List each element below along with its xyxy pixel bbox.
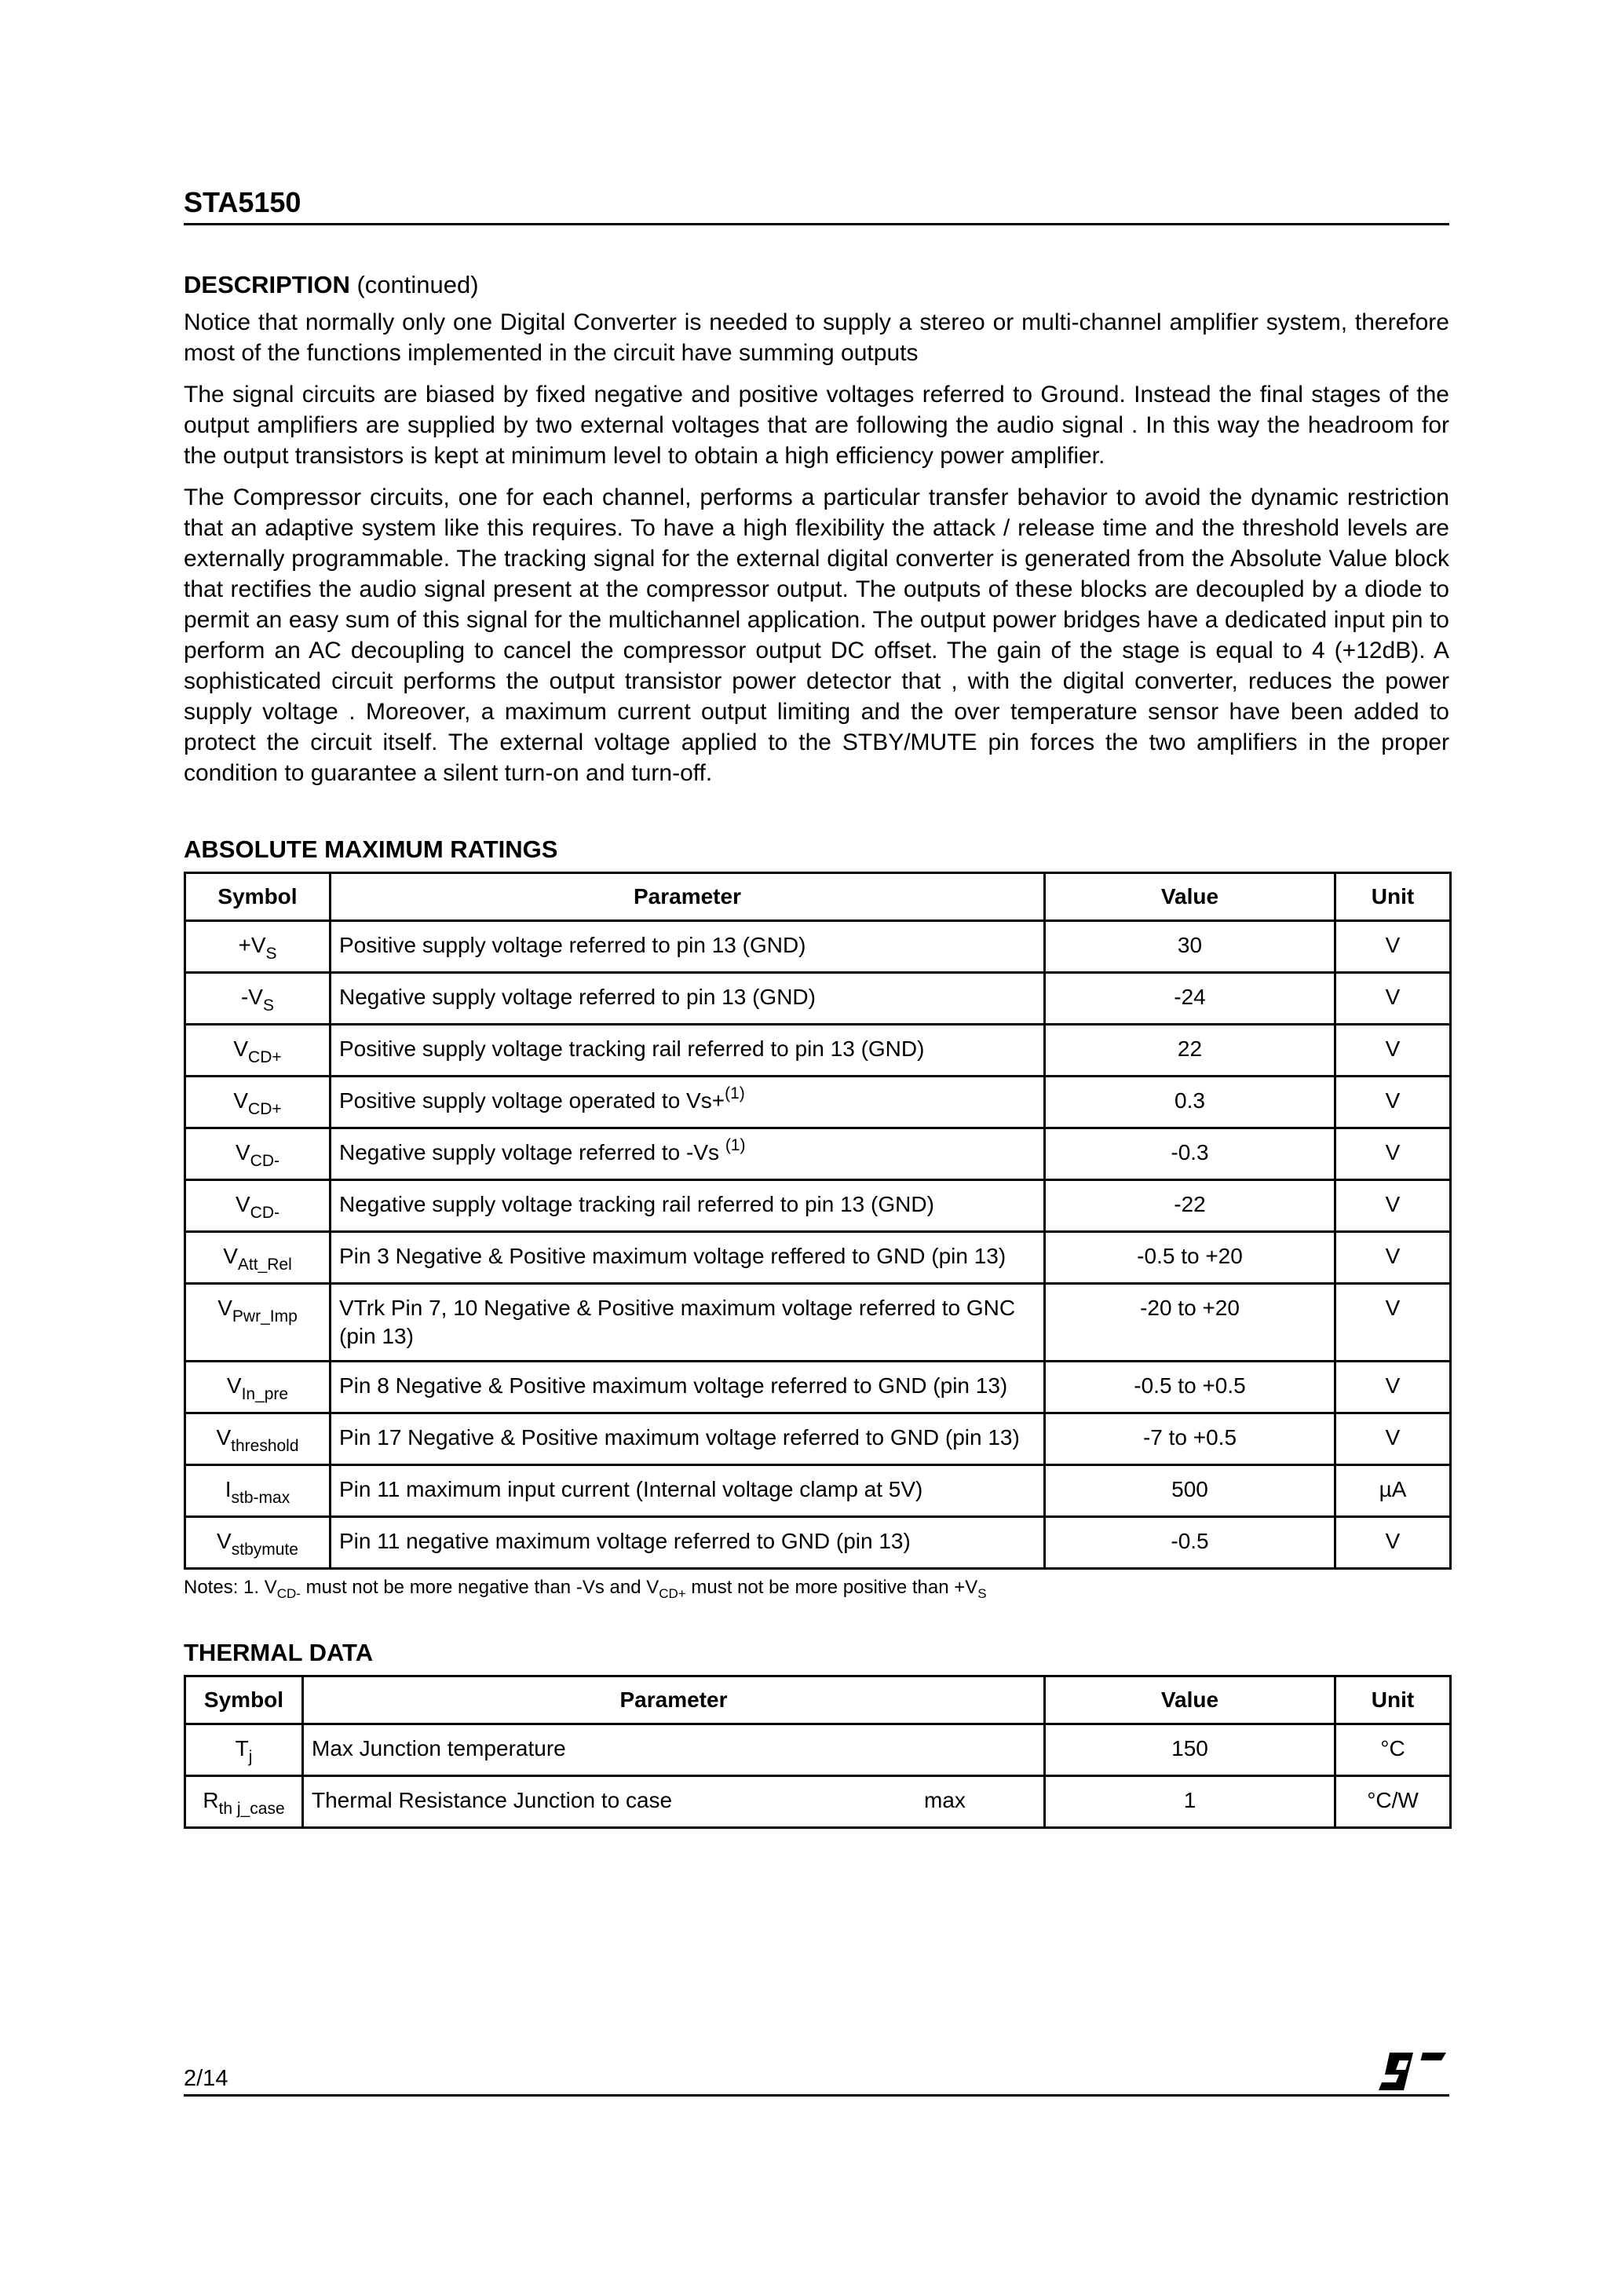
symbol-subscript: S	[265, 945, 277, 963]
table-row	[185, 1465, 1451, 1517]
value-cell: 0.3	[1045, 1077, 1335, 1128]
column-header-parameter: Parameter	[331, 873, 1045, 921]
column-header-unit: Unit	[1335, 1676, 1451, 1724]
column-header-value: Value	[1045, 873, 1335, 921]
symbol-cell	[185, 973, 331, 1025]
parameter-cell	[331, 1077, 1045, 1128]
symbol-cell	[185, 1776, 303, 1828]
value-cell: 150	[1045, 1724, 1335, 1776]
unit-cell: V	[1335, 1077, 1451, 1128]
table-row	[185, 921, 1451, 973]
parameter-text: Negative supply voltage referred to -Vs	[339, 1140, 725, 1164]
description-heading-text: DESCRIPTION	[184, 271, 350, 298]
parameter-text: Positive supply voltage referred to pin 13 (GND)	[339, 933, 806, 957]
symbol-base: -V	[240, 985, 263, 1009]
parameter-cell	[331, 1128, 1045, 1180]
parameter-text: Negative supply voltage tracking rail referred to pin 13 (GND)	[339, 1192, 934, 1216]
parameter-text: Pin 17 Negative & Positive maximum voltage referred to GND (pin 13)	[339, 1425, 1020, 1450]
page	[184, 185, 1449, 1829]
table-row	[185, 1362, 1451, 1413]
symbol-subscript: j	[248, 1748, 253, 1766]
parameter-cell	[331, 1232, 1045, 1284]
value-cell: -0.5 to +0.5	[1045, 1362, 1335, 1413]
parameter-text: Pin 11 negative maximum voltage referred to GND (pin 13)	[339, 1529, 911, 1553]
st-logo-icon	[1379, 2051, 1446, 2092]
symbol-subscript: CD+	[248, 1048, 282, 1066]
parameter-cell	[331, 1362, 1045, 1413]
thermal-table	[184, 1675, 1452, 1829]
parameter-cell	[331, 973, 1045, 1025]
parameter-note-ref: (1)	[725, 1136, 746, 1154]
parameter-cell	[331, 1413, 1045, 1465]
symbol-base: V	[217, 1296, 232, 1320]
symbol-subscript: Att_Rel	[237, 1256, 292, 1274]
footer-rule	[184, 2094, 1449, 2097]
unit-cell: V	[1335, 1413, 1451, 1465]
description-paragraph: The signal circuits are biased by fixed negative and positive voltages referred to Ground. Instead the final stages of the output amplifiers are supplied by two external voltages that are following the audio signal . In this way the headroom for the output transistors is kept at minimum level to obtain a high efficiency power amplifier.	[184, 382, 1449, 469]
note-subscript: S	[977, 1586, 987, 1601]
symbol-subscript: S	[262, 996, 274, 1015]
unit-cell: V	[1335, 1362, 1451, 1413]
parameter-cell	[331, 1465, 1045, 1517]
symbol-cell	[185, 1128, 331, 1180]
unit-cell: V	[1335, 1025, 1451, 1077]
description-heading-suffix: (continued)	[356, 271, 479, 298]
unit-cell: V	[1335, 1517, 1451, 1569]
abs-max-table	[184, 872, 1452, 1570]
unit-cell: °C/W	[1335, 1776, 1451, 1828]
unit-cell: V	[1335, 973, 1451, 1025]
parameter-text: Pin 8 Negative & Positive maximum voltage referred to GND (pin 13)	[339, 1373, 1008, 1398]
table-header-row	[185, 1676, 1451, 1724]
note-text: must not be more positive than +V	[685, 1577, 978, 1598]
thermal-table-body	[185, 1724, 1451, 1828]
parameter-cell	[331, 921, 1045, 973]
symbol-subscript: stbymute	[231, 1541, 298, 1559]
symbol-cell	[185, 1077, 331, 1128]
parameter-text: Positive supply voltage operated to Vs+	[339, 1088, 725, 1113]
table-row	[185, 1724, 1451, 1776]
table-row	[185, 1077, 1451, 1128]
description-paragraph: The Compressor circuits, one for each channel, performs a particular transfer behavior to avoid the dynamic restriction that an adaptive system like this requires. To have a high flexibility the attack / release time and the threshold levels are externally programmable. The tracking signal for the external digital converter is generated from the Absolute Value block that rectifies the audio signal present at the compressor output. The outputs of these blocks are decoupled by a diode to permit an easy sum of this signal for the multichannel application. The output power bridges have a dedicated input pin to perform an AC decoupling to cancel the compressor output DC offset. The gain of the stage is equal to 4 (+12dB). A sophisticated circuit performs the output transistor power detector that , with the digital converter, reduces the power supply voltage . Moreover, a maximum current output limiting and the over temperature sensor have been added to protect the circuit itself. The external voltage applied to the STBY/MUTE pin forces the two amplifiers in the proper condition to guarantee a silent turn-on and turn-off.	[184, 484, 1449, 786]
symbol-subscript: CD+	[248, 1100, 282, 1118]
symbol-base: V	[235, 1192, 250, 1216]
symbol-cell	[185, 1180, 331, 1232]
table-row	[185, 1180, 1451, 1232]
symbol-subscript: CD-	[250, 1152, 279, 1170]
parameter-cell	[331, 1025, 1045, 1077]
unit-cell: V	[1335, 921, 1451, 973]
unit-cell: V	[1335, 1232, 1451, 1284]
table-row	[185, 1232, 1451, 1284]
symbol-base: V	[223, 1244, 238, 1268]
header-rule	[184, 223, 1449, 225]
parameter-cell	[331, 1517, 1045, 1569]
description-paragraph: Notice that normally only one Digital Converter is needed to supply a stereo or multi-channel amplifier system, therefore most of the functions implemented in the circuit have summing outputs	[184, 309, 1449, 366]
parameter-text: Pin 3 Negative & Positive maximum voltage reffered to GND (pin 13)	[339, 1244, 1006, 1268]
symbol-base: +V	[238, 933, 266, 957]
parameter-text: Negative supply voltage referred to pin 13 (GND)	[339, 985, 816, 1009]
symbol-cell	[185, 1284, 331, 1362]
column-header-symbol: Symbol	[185, 873, 331, 921]
symbol-base: V	[226, 1373, 242, 1398]
symbol-base: V	[216, 1425, 232, 1450]
unit-cell: µA	[1335, 1465, 1451, 1517]
parameter-text: Thermal Resistance Junction to case	[312, 1788, 673, 1812]
parameter-cell	[331, 1180, 1045, 1232]
symbol-cell	[185, 1025, 331, 1077]
column-header-value: Value	[1045, 1676, 1335, 1724]
table-row	[185, 1025, 1451, 1077]
note-text: must not be more negative than -Vs and V	[300, 1577, 659, 1598]
value-cell: -0.5 to +20	[1045, 1232, 1335, 1284]
parameter-cell	[303, 1724, 1045, 1776]
symbol-subscript: stb-max	[231, 1489, 290, 1507]
symbol-subscript: th j_case	[218, 1800, 285, 1818]
symbol-cell	[185, 1465, 331, 1517]
parameter-qualifier: max	[924, 1788, 966, 1812]
table-row	[185, 973, 1451, 1025]
value-cell: -0.3	[1045, 1128, 1335, 1180]
unit-cell: V	[1335, 1284, 1451, 1362]
table-row	[185, 1128, 1451, 1180]
value-cell: -0.5	[1045, 1517, 1335, 1569]
symbol-subscript: CD-	[250, 1204, 279, 1222]
note-text: Notes: 1. V	[184, 1577, 277, 1598]
value-cell: 22	[1045, 1025, 1335, 1077]
symbol-base: I	[225, 1477, 232, 1501]
symbol-cell	[185, 1362, 331, 1413]
parameter-text: Positive supply voltage tracking rail referred to pin 13 (GND)	[339, 1036, 925, 1061]
note-subscript: CD+	[659, 1586, 686, 1601]
page-footer	[184, 2054, 1449, 2097]
value-cell: -22	[1045, 1180, 1335, 1232]
table-notes	[184, 1576, 1449, 1601]
table-header-row	[185, 873, 1451, 921]
table-row	[185, 1776, 1451, 1828]
symbol-subscript: threshold	[231, 1437, 299, 1455]
abs-max-heading: ABSOLUTE MAXIMUM RATINGS	[184, 835, 558, 863]
symbol-base: R	[203, 1788, 219, 1812]
value-cell: 1	[1045, 1776, 1335, 1828]
symbol-base: T	[235, 1736, 249, 1760]
page-number: 2/14	[184, 2066, 228, 2091]
description-heading	[184, 269, 1449, 301]
symbol-base: V	[233, 1088, 249, 1113]
value-cell: -24	[1045, 973, 1335, 1025]
document-title: STA5150	[184, 186, 301, 218]
unit-cell: V	[1335, 1180, 1451, 1232]
symbol-base: V	[235, 1140, 250, 1164]
value-cell: 30	[1045, 921, 1335, 973]
table-row	[185, 1413, 1451, 1465]
table-row	[185, 1284, 1451, 1362]
parameter-cell	[331, 1284, 1045, 1362]
thermal-heading: THERMAL DATA	[184, 1639, 374, 1666]
symbol-cell	[185, 1724, 303, 1776]
parameter-note-ref: (1)	[725, 1084, 745, 1102]
parameter-text: VTrk Pin 7, 10 Negative & Positive maximum voltage referred to GNC (pin 13)	[339, 1296, 1016, 1348]
table-row	[185, 1517, 1451, 1569]
value-cell: -20 to +20	[1045, 1284, 1335, 1362]
parameter-text: Max Junction temperature	[312, 1736, 566, 1760]
unit-cell: °C	[1335, 1724, 1451, 1776]
symbol-cell	[185, 1413, 331, 1465]
column-header-unit: Unit	[1335, 873, 1451, 921]
value-cell: -7 to +0.5	[1045, 1413, 1335, 1465]
symbol-cell	[185, 1232, 331, 1284]
symbol-cell	[185, 921, 331, 973]
note-subscript: CD-	[276, 1586, 301, 1601]
unit-cell: V	[1335, 1128, 1451, 1180]
symbol-base: V	[217, 1529, 232, 1553]
symbol-subscript: Pwr_Imp	[232, 1307, 298, 1325]
symbol-base: V	[233, 1036, 249, 1061]
abs-max-table-body	[185, 921, 1451, 1569]
parameter-cell	[303, 1776, 1045, 1828]
symbol-cell	[185, 1517, 331, 1569]
column-header-symbol: Symbol	[185, 1676, 303, 1724]
parameter-text: Pin 11 maximum input current (Internal voltage clamp at 5V)	[339, 1477, 923, 1501]
column-header-parameter: Parameter	[303, 1676, 1045, 1724]
value-cell: 500	[1045, 1465, 1335, 1517]
symbol-subscript: In_pre	[241, 1385, 289, 1403]
